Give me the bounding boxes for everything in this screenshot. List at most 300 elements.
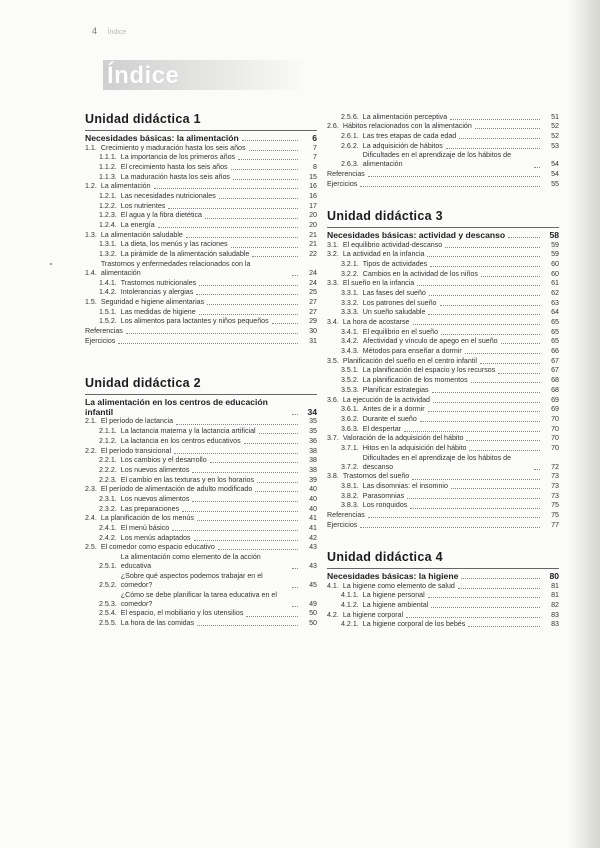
toc-entry [85, 288, 317, 297]
entry-page: 30 [309, 327, 317, 336]
dot-leader [172, 530, 298, 531]
toc-entry [327, 386, 559, 395]
entry-number: 1.2.3. [99, 211, 117, 220]
section-heading [327, 227, 559, 240]
entry-title: La higiene corporal de los bebés [362, 620, 466, 629]
toc-entry [327, 611, 559, 620]
dot-leader [192, 472, 298, 473]
toc-entry [85, 495, 317, 504]
dot-leader [292, 275, 298, 276]
entry-number: 3.1. [327, 240, 339, 249]
entry-title: Intolerancias y alergias [120, 288, 194, 297]
section-title: Necesidades básicas: la higiene [327, 570, 459, 581]
entry-page: 41 [309, 524, 317, 532]
entry-number: 3.6. [327, 395, 339, 404]
toc-entry [85, 260, 317, 278]
toc-entry [327, 434, 559, 443]
dot-leader [292, 606, 298, 607]
entry-title: Dificultades en el aprendizaje de los hábitos de alimentación [362, 151, 512, 169]
entry-number: 1.2.2. [99, 201, 117, 210]
dot-leader [207, 304, 298, 305]
entry-page: 82 [551, 600, 559, 609]
dot-leader [255, 491, 298, 492]
entry-title: La alimentación [100, 182, 151, 191]
toc-entry [327, 601, 559, 610]
entry-number: 2.4.1. [99, 524, 117, 532]
dot-leader [498, 373, 540, 374]
entry-page: 67 [551, 356, 559, 365]
toc-entry [327, 472, 559, 481]
entry-title: La alimentación saludable [100, 230, 183, 239]
entry-title: Valoración de la adquisición del hábito [342, 434, 464, 443]
entry-title: Los cambios y el desarrollo [120, 456, 207, 465]
toc-entry [327, 396, 559, 405]
entry-title: El período de lactancia [100, 417, 174, 426]
entry-number: 2.1.2. [99, 436, 117, 445]
dot-leader [231, 169, 298, 170]
toc-entry [327, 347, 559, 356]
entry-page: 35 [309, 427, 317, 436]
entry-title: La lactancia en los centros educativos [120, 436, 241, 445]
entry-title: Los alimentos para lactantes y niños pequeños [120, 317, 269, 326]
toc-entry [85, 619, 317, 628]
entry-title: Afectividad y vínculo de apego en el sueño [362, 337, 498, 346]
toc-entry [327, 620, 559, 629]
entry-page: 73 [551, 482, 559, 491]
entry-page: 21 [309, 230, 317, 239]
toc-entry [327, 454, 559, 472]
entry-page: 60 [551, 259, 559, 268]
page-number [92, 26, 126, 36]
toc-entry [85, 485, 317, 494]
toc-entry [327, 289, 559, 298]
entry-page: 68 [551, 385, 559, 394]
entry-page: 75 [551, 501, 559, 510]
dot-leader [413, 324, 541, 325]
entry-number: 1.2.1. [99, 192, 117, 201]
entry-title: La actividad en la infancia [342, 250, 425, 259]
entry-page: 70 [551, 424, 559, 433]
dot-leader [534, 469, 540, 470]
entry-page: 75 [551, 511, 559, 520]
dot-leader [429, 295, 540, 296]
toc-entry [327, 501, 559, 510]
entry-page: 64 [551, 308, 559, 317]
entry-title: El equilibrio actividad-descanso [342, 240, 443, 249]
toc-entry [327, 250, 559, 259]
entry-title: La higiene como elemento de salud [342, 581, 455, 590]
entry-title: El agua y la fibra dietética [120, 211, 202, 220]
entry-number: 3.8.2. [341, 491, 359, 500]
entry-title: La higiene corporal [342, 610, 404, 619]
dot-leader [197, 520, 298, 521]
entry-page: 70 [551, 434, 559, 443]
entry-number: 3.4.3. [341, 347, 359, 356]
entry-page: 55 [551, 179, 559, 188]
dot-leader [432, 392, 540, 393]
dot-leader [466, 440, 540, 441]
toc-entry [85, 317, 317, 326]
entry-title: Cambios en la actividad de los niños [362, 269, 478, 278]
dot-leader [410, 508, 540, 509]
entry-page: 73 [551, 472, 559, 481]
entry-title: La dieta, los menús y las raciones [120, 240, 228, 249]
entry-number: 3.5.2. [341, 376, 359, 385]
unit-spacer [327, 189, 559, 209]
entry-number: 3.4.1. [341, 327, 359, 336]
margin-mark [50, 263, 52, 265]
entry-title: La lactancia materna y la lactancia artificial [120, 427, 256, 436]
toc-entry [327, 444, 559, 453]
toc-entry [85, 327, 317, 336]
entry-title: Métodos para enseñar a dormir [362, 347, 462, 356]
entry-title: Seguridad e higiene alimentarias [100, 298, 205, 306]
dot-leader [168, 208, 298, 209]
toc-entry [327, 151, 559, 169]
entry-number: 2.5.1. [99, 562, 117, 571]
dot-leader [244, 443, 298, 444]
toc-entry [85, 211, 317, 220]
dot-leader [199, 285, 298, 286]
entry-page: 81 [551, 581, 559, 590]
entry-title: Trastornos y enfermedades relacionados con la alimentación [100, 259, 251, 277]
toc-entry [327, 142, 559, 151]
dot-leader [192, 501, 298, 502]
entry-page: 45 [309, 580, 317, 589]
toc-entry [85, 534, 317, 543]
dot-leader [461, 578, 540, 579]
dot-leader [404, 431, 540, 432]
entry-page: 43 [309, 543, 317, 552]
dot-leader [475, 128, 540, 129]
entry-title: El período de alimentación de adulto modificado [100, 485, 253, 494]
entry-page: 70 [551, 414, 559, 423]
dot-leader [246, 616, 298, 617]
entry-number: 2.2.2. [99, 465, 117, 474]
entry-title: Referencias [327, 511, 365, 520]
entry-number: 3.7.1. [341, 443, 359, 452]
toc-entry [85, 298, 317, 307]
entry-number: 3.8. [327, 472, 339, 481]
entry-page: 61 [551, 279, 559, 288]
toc-entry [85, 514, 317, 523]
entry-title: La pirámide de la alimentación saludable [120, 250, 250, 259]
entry-page: 54 [551, 170, 559, 179]
entry-page: 73 [551, 491, 559, 500]
entry-number: 3.7.2. [341, 462, 359, 471]
entry-number: 2.3.2. [99, 504, 117, 513]
entry-title: La hora de acostarse [342, 318, 410, 326]
section-page: 80 [549, 570, 559, 581]
dot-leader [446, 148, 540, 149]
entry-page: 40 [309, 485, 317, 494]
entry-number: 2.5. [85, 543, 97, 552]
toc-entry [85, 250, 317, 259]
entry-number: 1.3.1. [99, 240, 117, 249]
dot-leader [471, 382, 540, 383]
entry-number: 1.4.2. [99, 288, 117, 297]
entry-title: La maduración hasta los seis años [120, 172, 230, 181]
entry-page: 15 [309, 172, 317, 181]
dot-leader [194, 540, 298, 541]
toc-entry [327, 113, 559, 122]
entry-page: 83 [551, 610, 559, 619]
dot-leader [428, 597, 540, 598]
dot-leader [158, 227, 298, 228]
section-page: 6 [312, 133, 317, 143]
entry-number: 2.6.2. [341, 141, 359, 150]
entry-page: 22 [309, 250, 317, 259]
toc-entry [85, 572, 317, 590]
entry-title: Ejercicios [327, 520, 358, 529]
entry-page: 27 [309, 298, 317, 306]
entry-page: 7 [313, 153, 317, 162]
entry-page: 66 [551, 347, 559, 356]
entry-page: 38 [309, 465, 317, 474]
dot-leader [428, 314, 540, 315]
dot-leader [534, 167, 540, 168]
toc-entry [85, 447, 317, 456]
section-page: 58 [549, 229, 559, 240]
entry-title: Los ronquidos [362, 501, 408, 510]
entry-number: 1.3. [85, 230, 97, 239]
entry-number: 2.2. [85, 446, 97, 455]
dot-leader [272, 323, 298, 324]
dot-leader [458, 588, 540, 589]
dot-leader [196, 294, 298, 295]
toc-entry [85, 231, 317, 240]
entry-title: Referencias [85, 327, 123, 336]
toc-entry [85, 476, 317, 485]
entry-number: 4.2. [327, 610, 339, 619]
entry-title: Los patrones del sueño [362, 298, 437, 307]
toc-entry [85, 505, 317, 514]
entry-number: 2.3. [85, 485, 97, 494]
toc-entry [327, 357, 559, 366]
entry-number: 3.8.3. [341, 501, 359, 510]
entry-page: 50 [309, 619, 317, 628]
entry-number: 4.1.1. [341, 591, 359, 600]
toc-entry [85, 153, 317, 162]
entry-title: Ejercicios [85, 336, 116, 345]
dot-leader [468, 626, 540, 627]
entry-number: 2.6.1. [341, 131, 359, 140]
toc-entry [85, 337, 317, 346]
entry-number: 2.3.1. [99, 494, 117, 503]
toc-entry [85, 163, 317, 172]
entry-title: Las medidas de higiene [120, 307, 196, 316]
entry-number: 2.1.1. [99, 427, 117, 436]
entry-number: 2.5.6. [341, 112, 359, 121]
entry-title: La alimentación perceptiva [362, 112, 448, 121]
toc-entry [327, 241, 559, 250]
dot-leader [412, 479, 540, 480]
entry-title: El comedor como espacio educativo [100, 543, 215, 552]
entry-number: 2.5.4. [99, 609, 117, 618]
entry-number: 3.6.2. [341, 414, 359, 423]
toc-entry [85, 417, 317, 426]
dot-leader [407, 498, 540, 499]
entry-title: Planificar estrategias [362, 385, 429, 394]
entry-number: 1.5.1. [99, 307, 117, 316]
entry-page: 27 [309, 307, 317, 316]
entry-page: 60 [551, 269, 559, 278]
toc-entry [327, 260, 559, 269]
toc-entry [327, 279, 559, 288]
entry-number: 1.1. [85, 143, 97, 152]
entry-title: Hábitos relacionados con la alimentación [342, 122, 472, 131]
dot-leader [233, 179, 298, 180]
entry-page: 31 [309, 336, 317, 345]
entry-page: 81 [551, 591, 559, 600]
toc-entry [327, 405, 559, 414]
toc-entry [85, 173, 317, 182]
entry-page: 65 [551, 318, 559, 326]
page-edge-shadow [568, 0, 600, 848]
toc-entry [85, 182, 317, 191]
dot-leader [360, 186, 540, 187]
entry-page: 24 [309, 278, 317, 287]
page-title: Índice [107, 62, 180, 89]
dot-leader [231, 247, 298, 248]
entry-number: 3.4. [327, 318, 339, 326]
entry-title: El menú básico [120, 524, 170, 532]
entry-number: 2.2.1. [99, 456, 117, 465]
entry-page: 68 [551, 376, 559, 385]
entry-title: La ejecución de la actividad [342, 395, 430, 404]
toc-entry [327, 318, 559, 327]
entry-title: El crecimiento hasta los seis años [120, 162, 228, 171]
entry-number: 1.1.1. [99, 153, 117, 162]
dot-leader [431, 607, 540, 608]
entry-page: 17 [309, 201, 317, 210]
entry-page: 59 [551, 250, 559, 259]
entry-number: 3.5.3. [341, 385, 359, 394]
entry-page: 20 [309, 221, 317, 230]
dot-leader [219, 198, 298, 199]
entry-page: 29 [309, 317, 317, 326]
entry-number: 2.5.5. [99, 619, 117, 628]
dot-leader [118, 343, 298, 344]
dot-leader [174, 453, 298, 454]
entry-number: 1.4.1. [99, 278, 117, 287]
dot-leader [433, 402, 540, 403]
entry-title: Los menús adaptados [120, 533, 191, 542]
toc-entry [85, 240, 317, 249]
toc-entry [85, 456, 317, 465]
dot-leader [257, 482, 298, 483]
entry-number: 3.5.1. [341, 366, 359, 375]
entry-page: 62 [551, 288, 559, 297]
dot-leader [252, 256, 298, 257]
entry-number: 3.3. [327, 279, 339, 288]
entry-page: 72 [551, 462, 559, 471]
dot-leader [360, 527, 540, 528]
toc-entry [327, 376, 559, 385]
entry-number: 3.3.1. [341, 288, 359, 297]
dot-leader [465, 353, 540, 354]
entry-title: El despertar [362, 424, 401, 433]
entry-number: 2.6. [327, 122, 339, 131]
toc-entry [85, 427, 317, 436]
entry-page: 59 [551, 240, 559, 249]
section-page: 34 [307, 406, 317, 417]
entry-title: Las tres etapas de cada edad [362, 131, 457, 140]
running-title: Índice [107, 29, 127, 36]
unit-spacer [85, 346, 317, 376]
entry-page: 65 [551, 327, 559, 336]
entry-title: Parasomnias [362, 491, 405, 500]
entry-number: 3.3.2. [341, 298, 359, 307]
entry-number: 1.2. [85, 182, 97, 191]
dot-leader [182, 511, 298, 512]
toc-entry [85, 202, 317, 211]
dot-leader [368, 176, 540, 177]
entry-number: 3.3.3. [341, 308, 359, 317]
toc-entry [85, 308, 317, 317]
entry-page: 16 [309, 192, 317, 201]
entry-page: 43 [309, 562, 317, 571]
entry-page: 39 [309, 475, 317, 484]
entry-title: Trastornos nutricionales [120, 278, 197, 287]
entry-number: 3.2.2. [341, 269, 359, 278]
entry-title: Hitos en la adquisición del hábito [362, 443, 467, 452]
dot-leader [451, 488, 540, 489]
entry-title: La adquisición de hábitos [362, 141, 443, 150]
entry-page: 24 [309, 268, 317, 277]
entry-title: Las disomnias: el insomnio [362, 482, 448, 491]
dot-leader [218, 549, 298, 550]
entry-number: 4.1.2. [341, 600, 359, 609]
entry-page: 63 [551, 298, 559, 307]
entry-number: 3.6.3. [341, 424, 359, 433]
entry-number: 2.5.2. [99, 580, 117, 589]
dot-leader [441, 334, 540, 335]
dot-leader [292, 587, 298, 588]
entry-title: Un sueño saludable [362, 308, 426, 317]
entry-number: 2.6.3. [341, 160, 359, 169]
toc-entry [327, 132, 559, 141]
entry-title: La hora de las comidas [120, 619, 195, 628]
entry-page: 42 [309, 533, 317, 542]
toc-entry [327, 170, 559, 179]
unit-heading: Unidad didáctica 2 [85, 375, 201, 390]
toc-entry [85, 192, 317, 201]
entry-page: 7 [313, 143, 317, 152]
dot-leader [292, 568, 298, 569]
dot-leader [406, 617, 540, 618]
entry-number: 3.4.2. [341, 337, 359, 346]
toc-entry [85, 553, 317, 571]
entry-page: 25 [309, 288, 317, 297]
entry-page: 77 [551, 520, 559, 529]
dot-leader [249, 150, 298, 151]
entry-title: Los nuevos alimentos [120, 494, 190, 503]
entry-title: La higiene ambiental [362, 600, 429, 609]
entry-title: Planificación del sueño en el centro infantil [342, 356, 477, 365]
entry-title: El sueño en la infancia [342, 279, 415, 288]
entry-number: 3.2.1. [341, 259, 359, 268]
dot-leader [501, 343, 540, 344]
entry-page: 50 [309, 609, 317, 618]
entry-title: Los nuevos alimentos [120, 465, 190, 474]
entry-number: 1.2.4. [99, 221, 117, 230]
entry-page: 35 [309, 417, 317, 426]
toc-entry [85, 221, 317, 230]
entry-page: 21 [309, 240, 317, 249]
entry-page: 36 [309, 436, 317, 445]
dot-leader [242, 140, 298, 141]
